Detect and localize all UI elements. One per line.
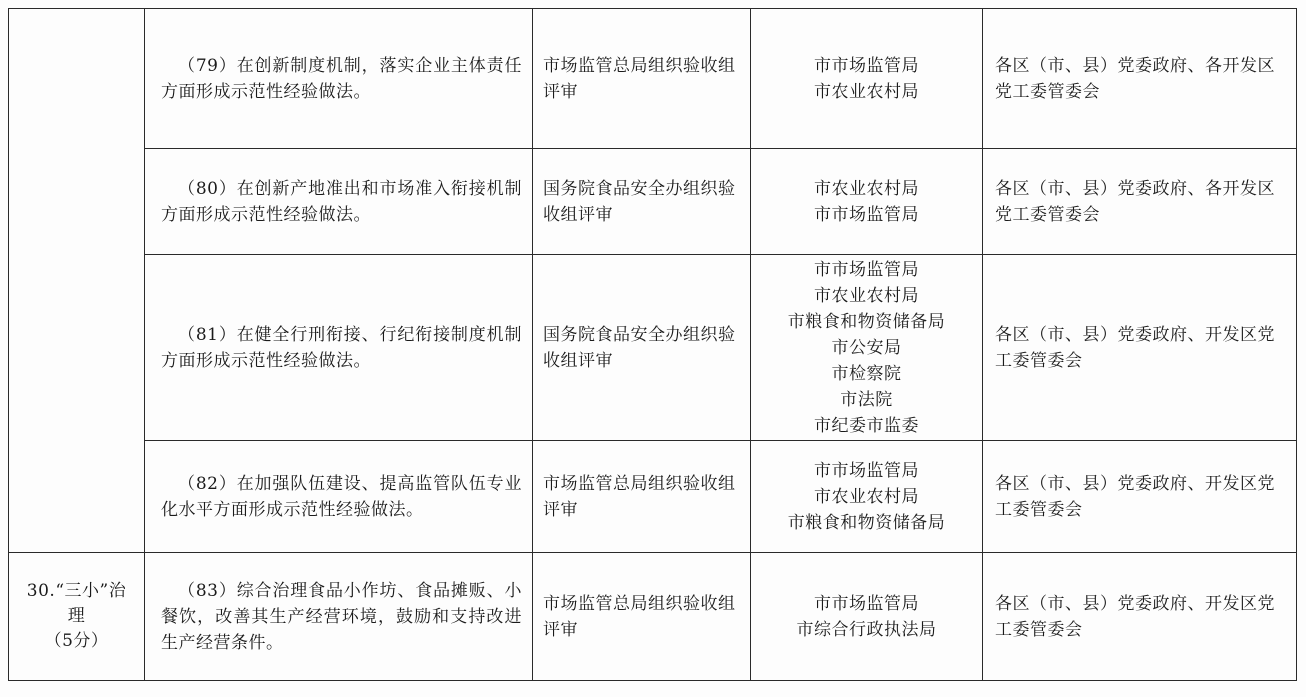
standard-text: （81）在健全行刑衔接、行纪衔接制度机制方面形成示范性经验做法。 — [161, 324, 522, 371]
responsible-cell — [983, 553, 1297, 681]
standard-text: （82）在加强队伍建设、提高监管队伍专业化水平方面形成示范性经验做法。 — [161, 473, 522, 520]
lead-dept: 市农业农村局 — [814, 486, 919, 507]
responsible-text: 各区（市、县）党委政府、开发区党工委管委会 — [995, 473, 1275, 520]
standard-cell — [145, 441, 533, 553]
table-row — [9, 441, 1297, 553]
lead-dept: 市粮食和物资储备局 — [787, 311, 946, 332]
lead-dept: 市纪委市监委 — [814, 415, 919, 436]
lead-dept: 市市场监管局 — [814, 204, 919, 225]
lead-dept: 市公安局 — [831, 337, 902, 358]
responsible-cell — [983, 9, 1297, 149]
item-cell — [9, 553, 145, 681]
responsible-text: 各区（市、县）党委政府、开发区党工委管委会 — [995, 324, 1275, 371]
responsible-cell — [983, 149, 1297, 255]
method-text: 国务院食品安全办组织验收组评审 — [543, 178, 736, 225]
method-cell — [533, 553, 751, 681]
lead-dept: 市市场监管局 — [814, 460, 919, 481]
item-title-line: 理 — [67, 606, 86, 626]
method-cell — [533, 255, 751, 441]
standard-cell — [145, 149, 533, 255]
standard-text: （83）综合治理食品小作坊、食品摊贩、小餐饮，改善其生产经营环境，鼓励和支持改进生产经营条件。 — [161, 580, 522, 653]
method-text: 市场监管总局组织验收组评审 — [543, 473, 736, 520]
lead-dept: 市综合行政执法局 — [796, 619, 937, 640]
item-cell-continued — [9, 9, 145, 553]
method-text: 市场监管总局组织验收组评审 — [543, 55, 736, 102]
standard-cell — [145, 553, 533, 681]
lead-dept: 市市场监管局 — [814, 593, 919, 614]
lead-dept: 市法院 — [840, 389, 893, 410]
lead-dept-cell — [751, 9, 983, 149]
lead-dept-cell — [751, 255, 983, 441]
item-title-line: 30.“三小”治 — [26, 581, 127, 601]
item-score: （5分） — [44, 631, 109, 651]
standard-cell — [145, 255, 533, 441]
table-row — [9, 553, 1297, 681]
method-cell — [533, 441, 751, 553]
table-row — [9, 149, 1297, 255]
responsible-cell — [983, 255, 1297, 441]
lead-dept: 市粮食和物资储备局 — [787, 512, 946, 533]
method-text: 国务院食品安全办组织验收组评审 — [543, 324, 736, 371]
lead-dept: 市市场监管局 — [814, 259, 919, 280]
method-text: 市场监管总局组织验收组评审 — [543, 593, 736, 640]
lead-dept: 市检察院 — [831, 363, 902, 384]
standard-text: （80）在创新产地准出和市场准入衔接机制方面形成示范性经验做法。 — [161, 178, 522, 225]
table-row — [9, 9, 1297, 149]
lead-dept: 市农业农村局 — [814, 178, 919, 199]
lead-dept: 市市场监管局 — [814, 55, 919, 76]
standard-cell — [145, 9, 533, 149]
standard-text: （79）在创新制度机制，落实企业主体责任方面形成示范性经验做法。 — [161, 55, 522, 102]
responsible-text: 各区（市、县）党委政府、开发区党工委管委会 — [995, 593, 1275, 640]
lead-dept-cell — [751, 149, 983, 255]
responsible-text: 各区（市、县）党委政府、各开发区党工委管委会 — [995, 178, 1275, 225]
method-cell — [533, 9, 751, 149]
lead-dept: 市农业农村局 — [814, 285, 919, 306]
responsible-cell — [983, 441, 1297, 553]
table-row — [9, 255, 1297, 441]
method-cell — [533, 149, 751, 255]
responsible-text: 各区（市、县）党委政府、各开发区党工委管委会 — [995, 55, 1275, 102]
evaluation-table — [8, 8, 1297, 681]
lead-dept-cell — [751, 441, 983, 553]
lead-dept-cell — [751, 553, 983, 681]
lead-dept: 市农业农村局 — [814, 81, 919, 102]
